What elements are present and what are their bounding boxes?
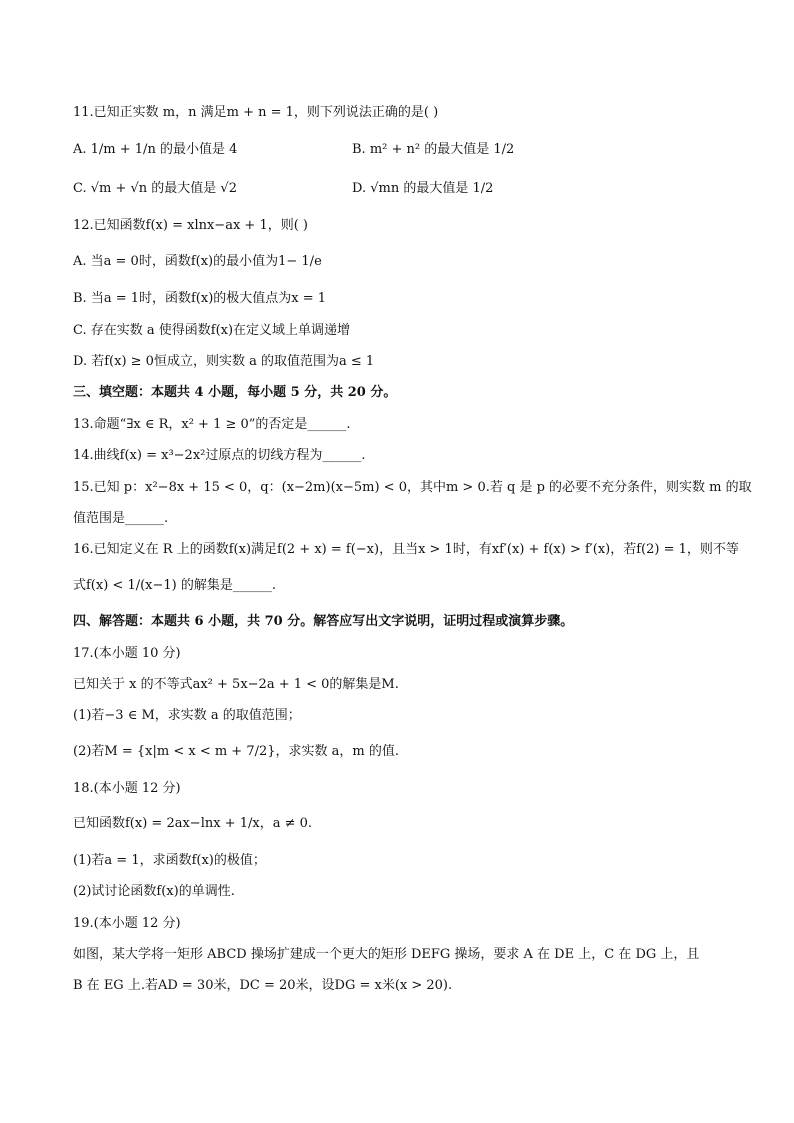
q12-stem: 12.已知函数f(x) = xlnx−ax + 1，则( ) xyxy=(73,218,308,233)
q19-header: 19.(本小题 12 分) xyxy=(73,916,181,931)
q11-option-a: A. 1/m + 1/n 的最小值是 4 xyxy=(73,142,238,157)
q12-option-b: B. 当a = 1时，函数f(x)的极大值点为x = 1 xyxy=(73,291,327,306)
q12-option-c: C. 存在实数 a 使得函数f(x)在定义域上单调递增 xyxy=(73,323,351,338)
q17-part2: (2)若M = {x|m < x < m + 7/2}，求实数 a，m 的值. xyxy=(73,744,399,759)
q11-stem: 11.已知正实数 m，n 满足m + n = 1，则下列说法正确的是( ) xyxy=(73,105,439,120)
q19-line1: 如图，某大学将一矩形 ABCD 操场扩建成一个更大的矩形 DEFG 操场，要求 A 在 DE 上，C 在 DG 上，且 xyxy=(73,947,700,962)
q17-stem: 已知关于 x 的不等式ax² + 5x−2a + 1 < 0的解集是M. xyxy=(73,677,399,692)
q18-part2: (2)试讨论函数f(x)的单调性. xyxy=(73,884,235,899)
q15-line1: 15.已知 p：x²−8x + 15 < 0，q：(x−2m)(x−5m) < 0，其中m > 0.若 q 是 p 的必要不充分条件，则实数 m 的取 xyxy=(73,480,752,495)
q14: 14.曲线f(x) = x³−2x²过原点的切线方程为______. xyxy=(73,448,366,463)
q17-header: 17.(本小题 10 分) xyxy=(73,646,181,661)
q18-part1: (1)若a = 1，求函数f(x)的极值； xyxy=(73,853,266,868)
q13: 13.命题“∃x ∈ R，x² + 1 ≥ 0”的否定是______. xyxy=(73,417,351,432)
q17-part1: (1)若−3 ∈ M，求实数 a 的取值范围； xyxy=(73,708,301,723)
section-3-heading: 三、填空题：本题共 4 小题，每小题 5 分，共 20 分。 xyxy=(73,385,397,400)
q11-option-c: C. √m + √n 的最大值是 √2 xyxy=(73,181,237,196)
q18-stem: 已知函数f(x) = 2ax−lnx + 1/x，a ≠ 0. xyxy=(73,816,313,831)
q18-header: 18.(本小题 12 分) xyxy=(73,781,181,796)
q15-line2: 值范围是______. xyxy=(73,511,169,526)
q16-line2: 式f(x) < 1/(x−1) 的解集是______. xyxy=(73,578,276,593)
q16-line1: 16.已知定义在 R 上的函数f(x)满足f(2 + x) = f(−x)，且当x > 1时，有xf′(x) + f(x) > f′(x)，若f(2) = 1，则不等 xyxy=(73,542,739,557)
section-4-heading: 四、解答题：本题共 6 小题，共 70 分。解答应写出文字说明，证明过程或演算步骤。 xyxy=(73,614,574,629)
q12-option-a: A. 当a = 0时，函数f(x)的最小值为1− 1/e xyxy=(73,254,322,269)
q11-option-b: B. m² + n² 的最大值是 1/2 xyxy=(352,142,515,157)
q19-line2: B 在 EG 上.若AD = 30米，DC = 20米，设DG = x米(x > 20). xyxy=(73,978,453,993)
q12-option-d: D. 若f(x) ≥ 0恒成立，则实数 a 的取值范围为a ≤ 1 xyxy=(73,354,375,369)
q11-option-d: D. √mn 的最大值是 1/2 xyxy=(352,181,494,196)
